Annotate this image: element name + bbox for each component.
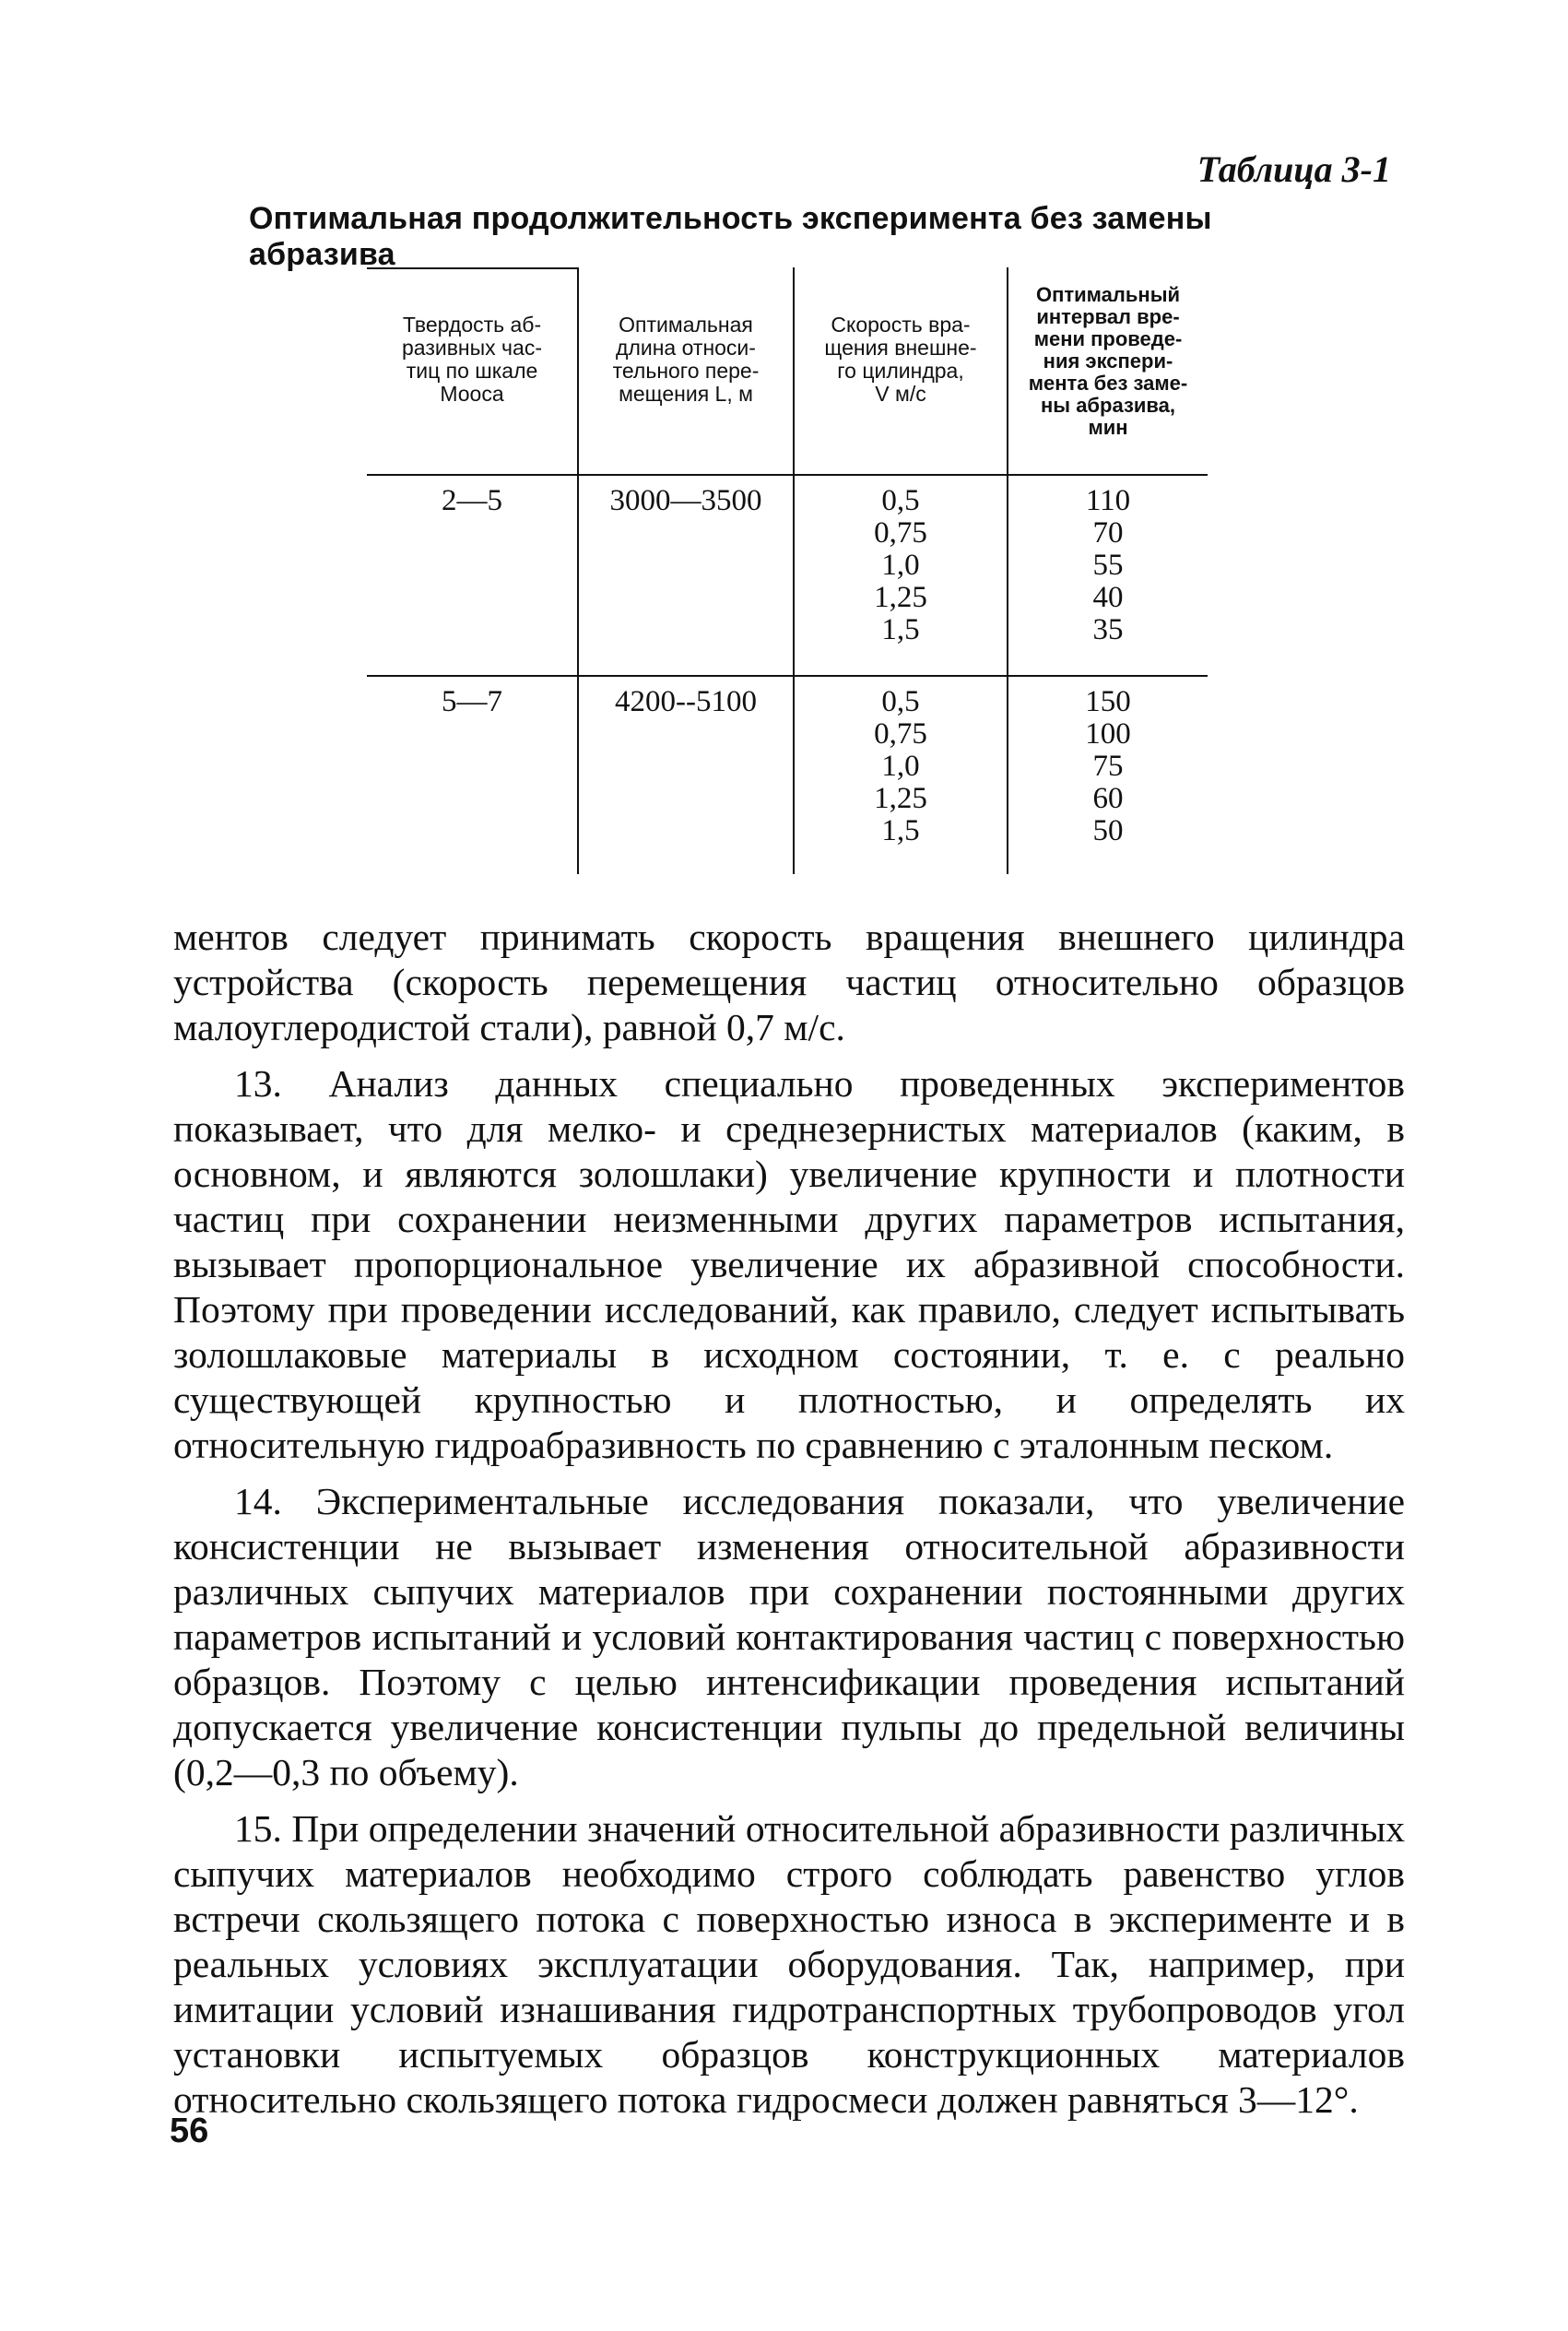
row1-times: 110 70 55 40 35	[1085, 484, 1131, 646]
row1-speeds: 0,5 0,75 1,0 1,25 1,5	[874, 484, 927, 646]
body-text	[173, 915, 1405, 2134]
row2-times: 150 100 75 60 50	[1085, 685, 1131, 847]
row2-hardness: 5—7	[442, 685, 502, 718]
table-title: Оптимальная продолжительность эксперимента без замены абразива	[249, 201, 1212, 272]
table-top-rule	[367, 267, 579, 269]
row1-length: 3000—3500	[609, 484, 762, 517]
header-speed: Скорость вра- щения внешне- го цилиндра, V м/с	[824, 313, 977, 406]
row2-speeds: 0,5 0,75 1,0 1,25 1,5	[874, 685, 927, 847]
row-separator-rule	[367, 675, 1208, 677]
page-number: 56	[170, 2112, 209, 2150]
header-hardness: Твердость аб- разивных час- тиц по шкале Мооса	[402, 313, 542, 406]
header-bottom-rule	[367, 474, 1208, 476]
paragraph-14: 14. Экспериментальные исследования показали, что увеличение консистенции не вызывает изменения относительной абразивности различных сыпучих материалов при сохранении постоянными других параметров испытаний и условий контактирования частиц с поверхностью образцов. Поэтому с целью интенсификации проведения испытаний допускается увеличение консистенции пульпы до предельной величины (0,2—0,3 по объему).	[173, 1480, 1405, 1793]
paragraph-13: 13. Анализ данных специально проведенных экспериментов показывает, что для мелко- и среднезернистых материалов (каким, в основном, и являются золошлаки) увеличение крупности и плотности частиц при сохранении неизменными других параметров испытания, вызывает пропорциональное увеличение их абразивной способности. Поэтому при проведении исследований, как правило, следует испытывать золошлаковые материалы в исходном состоянии, т. е. с реально существующей крупностью и плотностью, и определять их относительную гидроабразивность по сравнению с эталонным песком.	[173, 1062, 1405, 1466]
row2-length: 4200--5100	[615, 685, 757, 718]
paragraph-15: 15. При определении значений относительной абразивности различных сыпучих материалов необходимо строго соблюдать равенство углов встречи скользящего потока с поверхностью износа в эксперименте и в реальных условиях эксплуатации оборудования. Так, например, при имитации условий изнашивания гидротранспортных трубопроводов угол установки испытуемых образцов конструкционных материалов относительно скользящего потока гидросмеси должен равняться 3—12°.	[173, 1807, 1405, 2121]
table-label: Таблица 3-1	[1197, 148, 1391, 190]
data-table	[367, 267, 1208, 874]
row1-hardness: 2—5	[442, 484, 502, 517]
paragraph-continuation: ментов следует принимать скорость вращения внешнего цилиндра устройства (скорость перемещения частиц относительно образцов малоуглеродистой стали), равной 0,7 м/с.	[173, 916, 1405, 1048]
header-length: Оптимальная длина относи- тельного пере- мещения L, м	[612, 313, 760, 406]
header-time: Оптимальный интервал вре- мени проведе- ния экспери- мента без заме- ны абразива, мин	[1028, 283, 1188, 439]
